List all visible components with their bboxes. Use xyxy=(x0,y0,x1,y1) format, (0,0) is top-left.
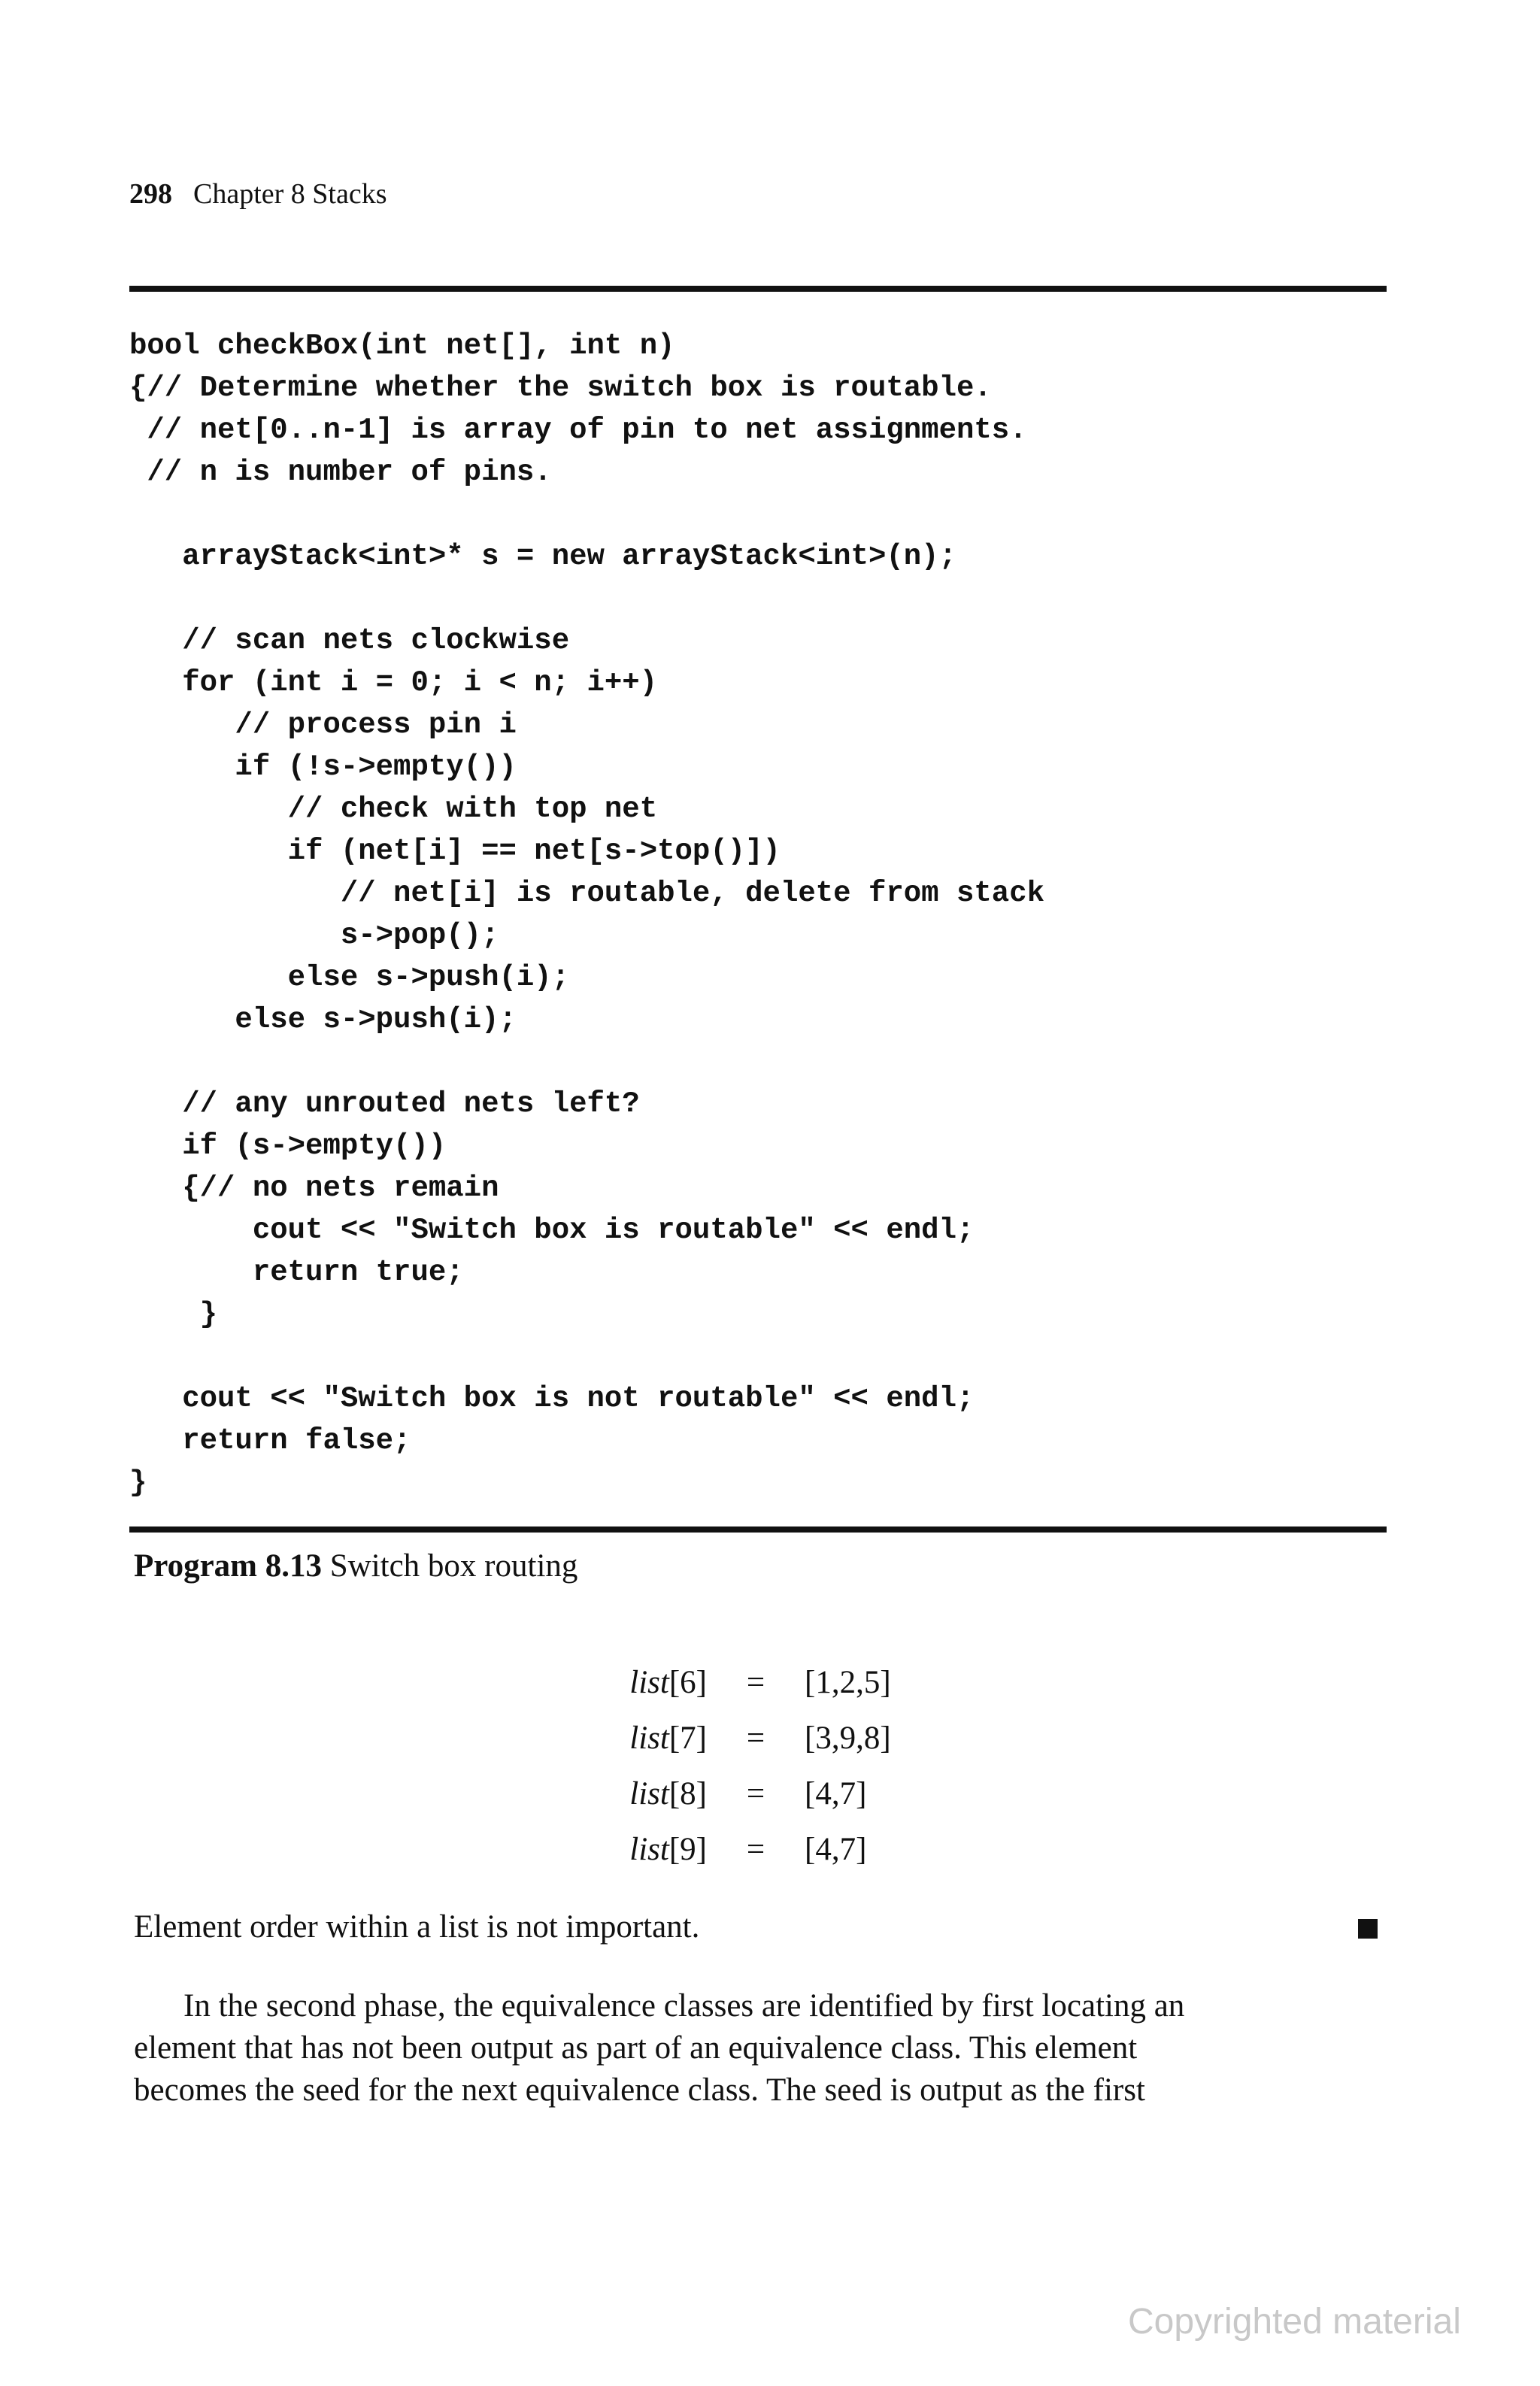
code-line: return true; xyxy=(129,1256,464,1289)
equation-index: [7] xyxy=(668,1720,707,1756)
code-line: else s->push(i); xyxy=(129,961,570,994)
code-line: } xyxy=(129,1298,218,1331)
equation-value: [4,7] xyxy=(805,1775,867,1811)
program-caption xyxy=(134,1548,578,1584)
equation-operator: = xyxy=(746,1831,765,1867)
program-top-rule xyxy=(129,286,1387,292)
code-line: // scan nets clockwise xyxy=(129,624,570,657)
code-line: cout << "Switch box is routable" << endl; xyxy=(129,1214,975,1247)
code-line: {// Determine whether the switch box is routable. xyxy=(129,371,992,405)
code-line: if (s->empty()) xyxy=(129,1129,447,1163)
equation-variable: list xyxy=(629,1831,669,1867)
equation-index: [9] xyxy=(668,1831,707,1867)
equation-index: [6] xyxy=(668,1664,707,1700)
code-line: s->pop(); xyxy=(129,919,499,952)
equation-row xyxy=(594,1821,955,1877)
paragraph-line: element that has not been output as part of an equivalence class. This element xyxy=(134,2030,1138,2066)
paragraph-line: becomes the seed for the next equivalence class. The seed is output as the first xyxy=(134,2072,1145,2108)
body-paragraph xyxy=(134,1985,1387,2112)
program-code-listing xyxy=(129,325,1044,1504)
program-bottom-rule xyxy=(129,1526,1387,1533)
code-line: for (int i = 0; i < n; i++) xyxy=(129,666,658,699)
code-line: bool checkBox(int net[], int n) xyxy=(129,329,675,362)
example-note: Element order within a list is not important. xyxy=(134,1909,700,1945)
equation-value: [1,2,5] xyxy=(805,1664,891,1700)
code-line: // net[i] is routable, delete from stack xyxy=(129,877,1044,910)
equation-variable: list xyxy=(629,1775,669,1811)
equation-operator: = xyxy=(746,1664,765,1700)
code-line: // process pin i xyxy=(129,708,517,741)
code-line: } xyxy=(129,1466,147,1499)
equation-variable: list xyxy=(629,1720,669,1756)
code-line: // any unrouted nets left? xyxy=(129,1087,640,1120)
equation-row xyxy=(594,1766,955,1821)
equation-value: [3,9,8] xyxy=(805,1720,891,1756)
code-line: else s->push(i); xyxy=(129,1003,517,1036)
code-line: {// no nets remain xyxy=(129,1172,499,1205)
code-line: arrayStack<int>* s = new arrayStack<int>(n); xyxy=(129,540,956,573)
equation-variable: list xyxy=(629,1664,669,1700)
equation-operator: = xyxy=(746,1720,765,1756)
copyright-watermark: Copyrighted material xyxy=(1128,2302,1461,2342)
paragraph-line: In the second phase, the equivalence classes are identified by first locating an xyxy=(183,1988,1185,2024)
page-number: 298 xyxy=(129,178,172,210)
equation-row xyxy=(594,1654,955,1710)
equation-row xyxy=(594,1710,955,1766)
equation-index: [8] xyxy=(668,1775,707,1811)
code-line: // n is number of pins. xyxy=(129,456,552,489)
program-caption-text: Switch box routing xyxy=(329,1548,578,1584)
equation-operator: = xyxy=(746,1775,765,1811)
equation-value: [4,7] xyxy=(805,1831,867,1867)
code-line: if (net[i] == net[s->top()]) xyxy=(129,835,781,868)
code-line: // net[0..n-1] is array of pin to net assignments. xyxy=(129,414,1027,447)
program-caption-label: Program 8.13 xyxy=(134,1548,322,1584)
code-line: return false; xyxy=(129,1424,411,1457)
code-line: cout << "Switch box is not routable" << endl; xyxy=(129,1382,975,1415)
code-line: if (!s->empty()) xyxy=(129,750,517,784)
running-header xyxy=(129,177,387,211)
code-line: // check with top net xyxy=(129,793,658,826)
end-of-example-marker xyxy=(1358,1919,1378,1939)
list-equations xyxy=(594,1654,955,1877)
chapter-title: Chapter 8 Stacks xyxy=(193,178,387,210)
